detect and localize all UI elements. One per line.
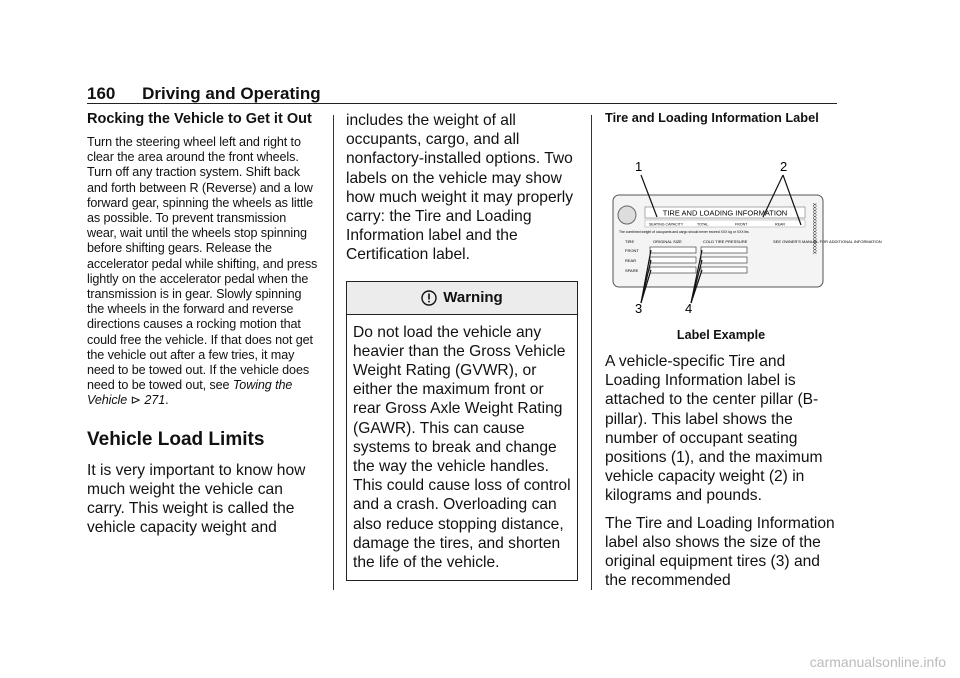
pressure-field-front xyxy=(701,247,747,253)
warning-title: Warning xyxy=(443,289,503,307)
col-label-pressure: COLD TIRE PRESSURE xyxy=(703,239,748,244)
top-field-front: FRONT xyxy=(735,222,748,227)
row-label-tire: TIRE xyxy=(625,239,635,244)
paragraph-rocking-text: Turn the steering wheel left and right to clear the area around the front wheels. Turn off any traction system. Shift back and forth between R (Reverse) and a low forward gear, spinning the wheels as little as possible. To prevent transmission wear, wait until the wheels stop spinning before shifting gears. Release the accelerator pedal while shifting, and press lightly on the accelerator pedal when the transmission is in gear. Slowly spinning the wheels in the forward and reverse directions causes a rocking motion that could free the vehicle. If that does not get the vehicle out after a few tries, it may need to be towed out. If the vehicle does need to be towed out, see xyxy=(87,135,318,393)
paragraph-label-desc: A vehicle-specific Tire and Loading Information label is attached to the center pillar (B-pillar). This label shows the number of occupant seating positions (1), and the maximum vehicle capacity weight (2) in kilograms and pounds. xyxy=(605,353,823,505)
page-ref-icon: ⊳ xyxy=(130,393,141,408)
figure-caption: Label Example xyxy=(676,328,766,342)
paragraph-load-limits: It is very important to know how much weight the vehicle can carry. This weight is called the vehicle capacity weight and xyxy=(87,461,306,537)
row-label-front: FRONT xyxy=(625,248,639,253)
page-header xyxy=(87,84,321,104)
paragraph-rocking: Turn the steering wheel left and right to clear the area around the front wheels. Turn off any traction system. Shift back and forth between R (Reverse) and a low forward gear, spinning the wheels as little as possible. To prevent transmission wear, wait until the wheels stop spinning before shifting gears. Release the accelerator pedal while shifting, and press lightly on the accelerator pedal when the transmission is in gear. Slowly spinning the wheels in the forward and reverse directions causes a rocking motion that could free the vehicle. If that does not get the vehicle out after a few tries, it may need to be towed out. If the vehicle does need to be towed out, see Towing the Vehicle ⊳ 271. xyxy=(87,135,318,408)
size-field-rear xyxy=(650,257,696,263)
callout-1: 1 xyxy=(635,159,643,174)
callout-2: 2 xyxy=(780,159,788,174)
column-1 xyxy=(87,111,319,545)
warning-header xyxy=(347,282,577,315)
section-title: Driving and Operating xyxy=(142,84,321,103)
seal-icon xyxy=(618,206,636,224)
header-rule xyxy=(87,103,837,104)
row-label-spare: SPARE xyxy=(625,268,639,273)
warning-body: Do not load the vehicle any heavier than the Gross Vehicle Weight Rating (GVWR), or either the maximum front or rear Gross Axle Weight Rating (GAWR). This can cause systems to break and change the way the vehicle handles. This could cause loss of control and a crash. Overloading can also reduce stopping distance, damage the tires, and shorten the life of the vehicle. xyxy=(353,323,571,572)
col-label-size: ORIGINAL SIZE xyxy=(653,239,682,244)
size-field-front xyxy=(650,247,696,253)
paragraph-label-also: The Tire and Loading Information label also shows the size of the original equipment tires (3) and the recommended xyxy=(605,514,835,590)
top-field-total: TOTAL xyxy=(697,222,709,227)
callout-4: 4 xyxy=(685,301,693,316)
top-field-seating: SEATING CAPACITY xyxy=(649,222,684,227)
xref-towing[interactable]: Towing the Vehicle xyxy=(87,378,293,408)
row-label-rear: REAR xyxy=(625,258,637,263)
size-field-spare xyxy=(650,267,696,273)
warning-box xyxy=(346,281,578,582)
paragraph-includes: includes the weight of all occupants, cargo, and all nonfactory-installed options. Two labels on the vehicle may show how much weight it may properly carry: the Tire and Loading Information label and the Certification label. xyxy=(346,112,574,264)
combined-weight-text: The combined weight of occupants and cargo should never exceed XXX kg or XXX lbs xyxy=(619,230,749,234)
callout-3: 3 xyxy=(635,301,643,316)
pressure-field-spare xyxy=(701,267,747,273)
column-2 xyxy=(346,111,578,581)
tire-label-figure xyxy=(605,145,882,316)
see-owners-text: SEE OWNER'S MANUAL FOR ADDITIONAL INFORMATION xyxy=(773,239,882,244)
figure-title: Tire and Loading Information Label xyxy=(605,110,819,125)
vin-strip: XXXXXXXXXXXXXXXXX xyxy=(811,203,817,255)
column-divider-2 xyxy=(591,115,592,590)
xref-page[interactable]: 271 xyxy=(144,393,166,408)
warning-icon xyxy=(421,290,437,306)
section-heading-load-limits: Vehicle Load Limits xyxy=(87,428,265,450)
pressure-field-rear xyxy=(701,257,747,263)
column-divider-1 xyxy=(333,115,334,590)
watermark: carmanualsonline.info xyxy=(809,654,946,670)
page-number: 160 xyxy=(87,84,116,103)
column-3 xyxy=(605,110,882,598)
label-title: TIRE AND LOADING INFORMATION xyxy=(662,208,788,218)
subheading-rocking: Rocking the Vehicle to Get it Out xyxy=(87,111,312,127)
top-field-rear: REAR xyxy=(775,222,785,227)
